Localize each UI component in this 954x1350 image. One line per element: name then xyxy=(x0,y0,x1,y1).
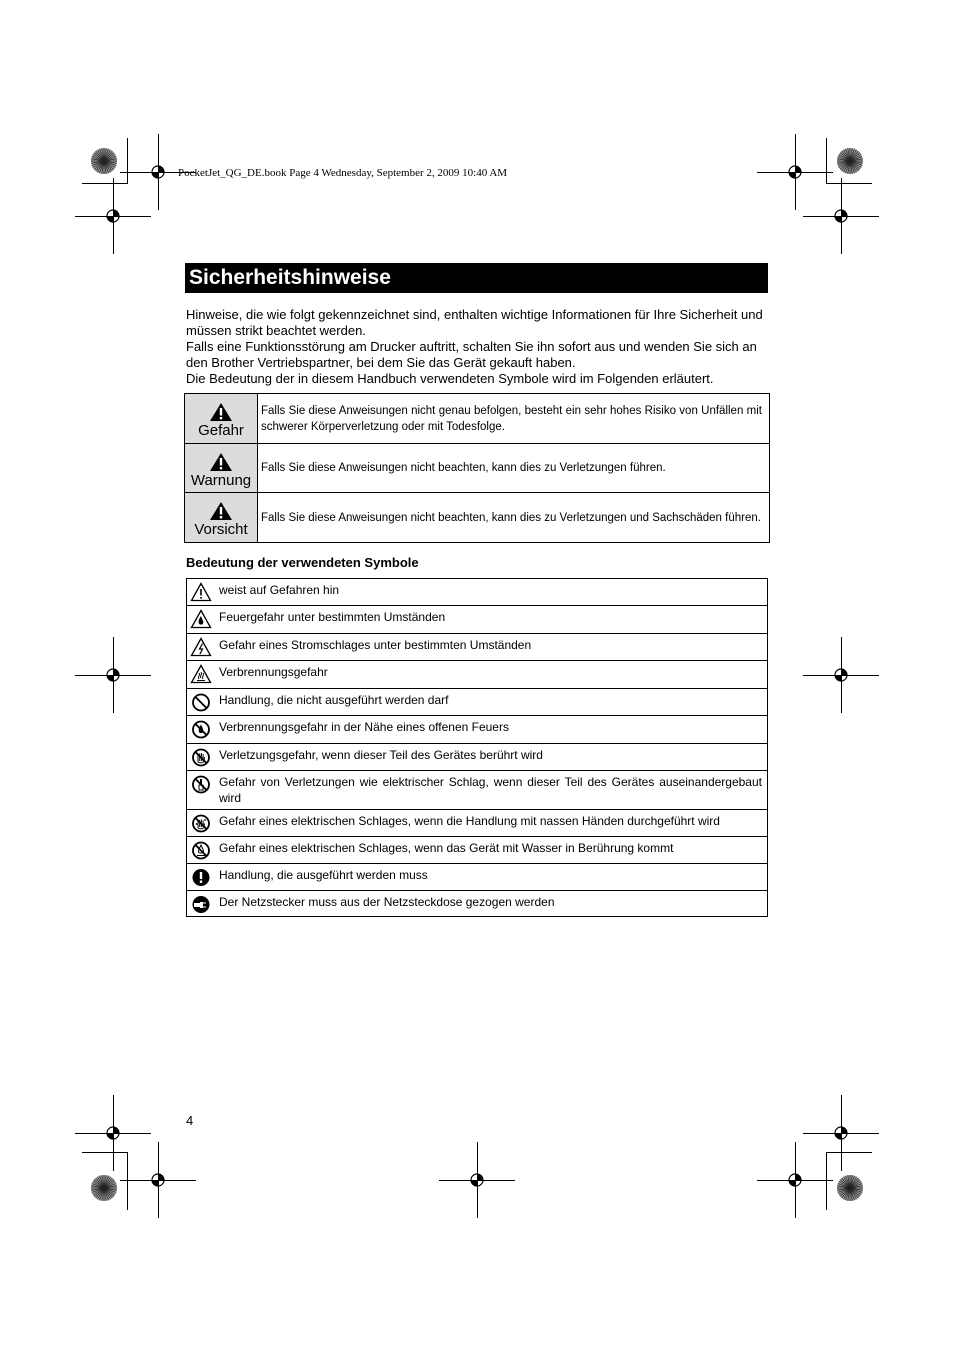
hazard-row xyxy=(185,444,770,493)
do-not-disassemble-icon xyxy=(190,774,212,794)
crop-mark xyxy=(795,1142,796,1218)
symbol-description: Verletzungsgefahr, wenn dieser Teil des Gerätes berührt wird xyxy=(214,744,768,771)
hazard-level-cell xyxy=(185,493,258,543)
hazard-description: Falls Sie diese Anweisungen nicht genau befolgen, besteht ein sehr hohes Risiko von Unfällen mit schwerer Körperverletzung oder mit Todesfolge. xyxy=(258,394,770,444)
hazard-level-label: Gefahr xyxy=(198,422,244,439)
symbol-description: Feuergefahr unter bestimmten Umständen xyxy=(214,606,768,634)
symbol-description: Handlung, die nicht ausgeführt werden darf xyxy=(214,689,768,716)
table-row xyxy=(187,864,768,891)
table-row xyxy=(187,771,768,810)
intro-paragraph: Die Bedeutung der in diesem Handbuch verwendeten Symbole wird im Folgenden erläutert. xyxy=(186,371,714,386)
hazard-level-label: Warnung xyxy=(190,471,252,489)
crop-mark xyxy=(826,1152,827,1210)
page-number: 4 xyxy=(186,1113,194,1128)
crop-mark xyxy=(158,1142,159,1218)
crop-mark xyxy=(82,183,128,184)
crop-mark xyxy=(795,134,796,210)
table-row xyxy=(187,744,768,771)
crop-mark xyxy=(841,178,842,254)
intro-text xyxy=(186,307,770,387)
symbol-description: Gefahr von Verletzungen wie elektrischer Schlag, wenn dieser Teil des Gerätes auseinandergebaut wird xyxy=(214,771,768,810)
crop-mark xyxy=(113,1095,114,1171)
no-water-icon xyxy=(190,840,212,860)
symbol-description: weist auf Gefahren hin xyxy=(214,579,768,606)
unplug-icon xyxy=(190,894,212,914)
crop-mark xyxy=(113,178,114,254)
crop-mark xyxy=(477,1142,478,1218)
fire-triangle-icon xyxy=(190,609,212,629)
hazard-level-cell xyxy=(185,444,258,493)
symbol-description: Verbrennungsgefahr in der Nähe eines offenen Feuers xyxy=(214,716,768,744)
print-rosette-icon xyxy=(836,1174,864,1202)
no-open-flame-icon xyxy=(190,719,212,739)
crop-mark xyxy=(127,138,128,184)
crop-mark xyxy=(127,1152,128,1210)
caution-triangle-icon xyxy=(190,582,212,602)
warning-triangle-icon xyxy=(209,501,233,521)
symbol-description: Gefahr eines Stromschlages unter bestimmten Umständen xyxy=(214,634,768,661)
print-header: PocketJet_QG_DE.book Page 4 Wednesday, September 2, 2009 10:40 AM xyxy=(178,167,508,179)
table-row xyxy=(187,661,768,689)
crop-mark xyxy=(826,1152,872,1153)
crop-mark xyxy=(826,183,872,184)
table-row xyxy=(187,810,768,837)
table-row xyxy=(187,689,768,716)
hazard-row xyxy=(185,493,770,543)
hazard-level-cell xyxy=(185,394,258,444)
warning-triangle-icon xyxy=(209,452,233,472)
crop-mark xyxy=(158,134,159,210)
symbols-heading: Bedeutung der verwendeten Symbole xyxy=(186,555,419,570)
electric-shock-triangle-icon xyxy=(190,637,212,657)
symbol-description: Gefahr eines elektrischen Schlages, wenn die Handlung mit nassen Händen durchgeführt wird xyxy=(214,810,768,837)
table-row xyxy=(187,579,768,606)
mandatory-action-icon xyxy=(190,867,212,887)
print-rosette-icon xyxy=(90,147,118,175)
crop-mark xyxy=(841,637,842,713)
print-rosette-icon xyxy=(836,147,864,175)
page-title: Sicherheitshinweise xyxy=(185,263,768,293)
intro-paragraph: Hinweise, die wie folgt gekennzeichnet sind, enthalten wichtige Informationen für Ihre Sicherheit und müssen strikt beachtet werden. xyxy=(186,307,763,338)
symbol-table xyxy=(186,578,768,917)
crop-mark xyxy=(841,1095,842,1171)
hazard-row xyxy=(185,394,770,444)
table-row xyxy=(187,606,768,634)
hazard-description: Falls Sie diese Anweisungen nicht beachten, kann dies zu Verletzungen führen. xyxy=(258,444,770,493)
do-not-touch-icon xyxy=(190,747,212,767)
warning-triangle-icon xyxy=(209,402,233,422)
symbol-description: Der Netzstecker muss aus der Netzsteckdose gezogen werden xyxy=(214,891,768,917)
intro-paragraph: Falls eine Funktionsstörung am Drucker auftritt, schalten Sie ihn sofort aus und wenden Sie sich an den Brother Vertriebspartner, bei dem Sie das Gerät gekauft haben. xyxy=(186,339,757,370)
crop-mark xyxy=(113,637,114,713)
hazard-level-table xyxy=(184,393,770,543)
hazard-level-label: Vorsicht xyxy=(194,521,248,538)
symbol-description: Verbrennungsgefahr xyxy=(214,661,768,689)
table-row xyxy=(187,716,768,744)
crop-mark xyxy=(826,138,827,184)
crop-mark xyxy=(82,1152,128,1153)
symbol-description: Gefahr eines elektrischen Schlages, wenn das Gerät mit Wasser in Berührung kommt xyxy=(214,837,768,864)
hazard-description: Falls Sie diese Anweisungen nicht beachten, kann dies zu Verletzungen und Sachschäden führen. xyxy=(258,493,770,543)
hot-surface-triangle-icon xyxy=(190,664,212,684)
print-rosette-icon xyxy=(90,1174,118,1202)
symbol-description: Handlung, die ausgeführt werden muss xyxy=(214,864,768,891)
no-wet-hands-icon xyxy=(190,813,212,833)
prohibited-circle-icon xyxy=(190,692,212,712)
table-row xyxy=(187,634,768,661)
table-row xyxy=(187,891,768,917)
table-row xyxy=(187,837,768,864)
